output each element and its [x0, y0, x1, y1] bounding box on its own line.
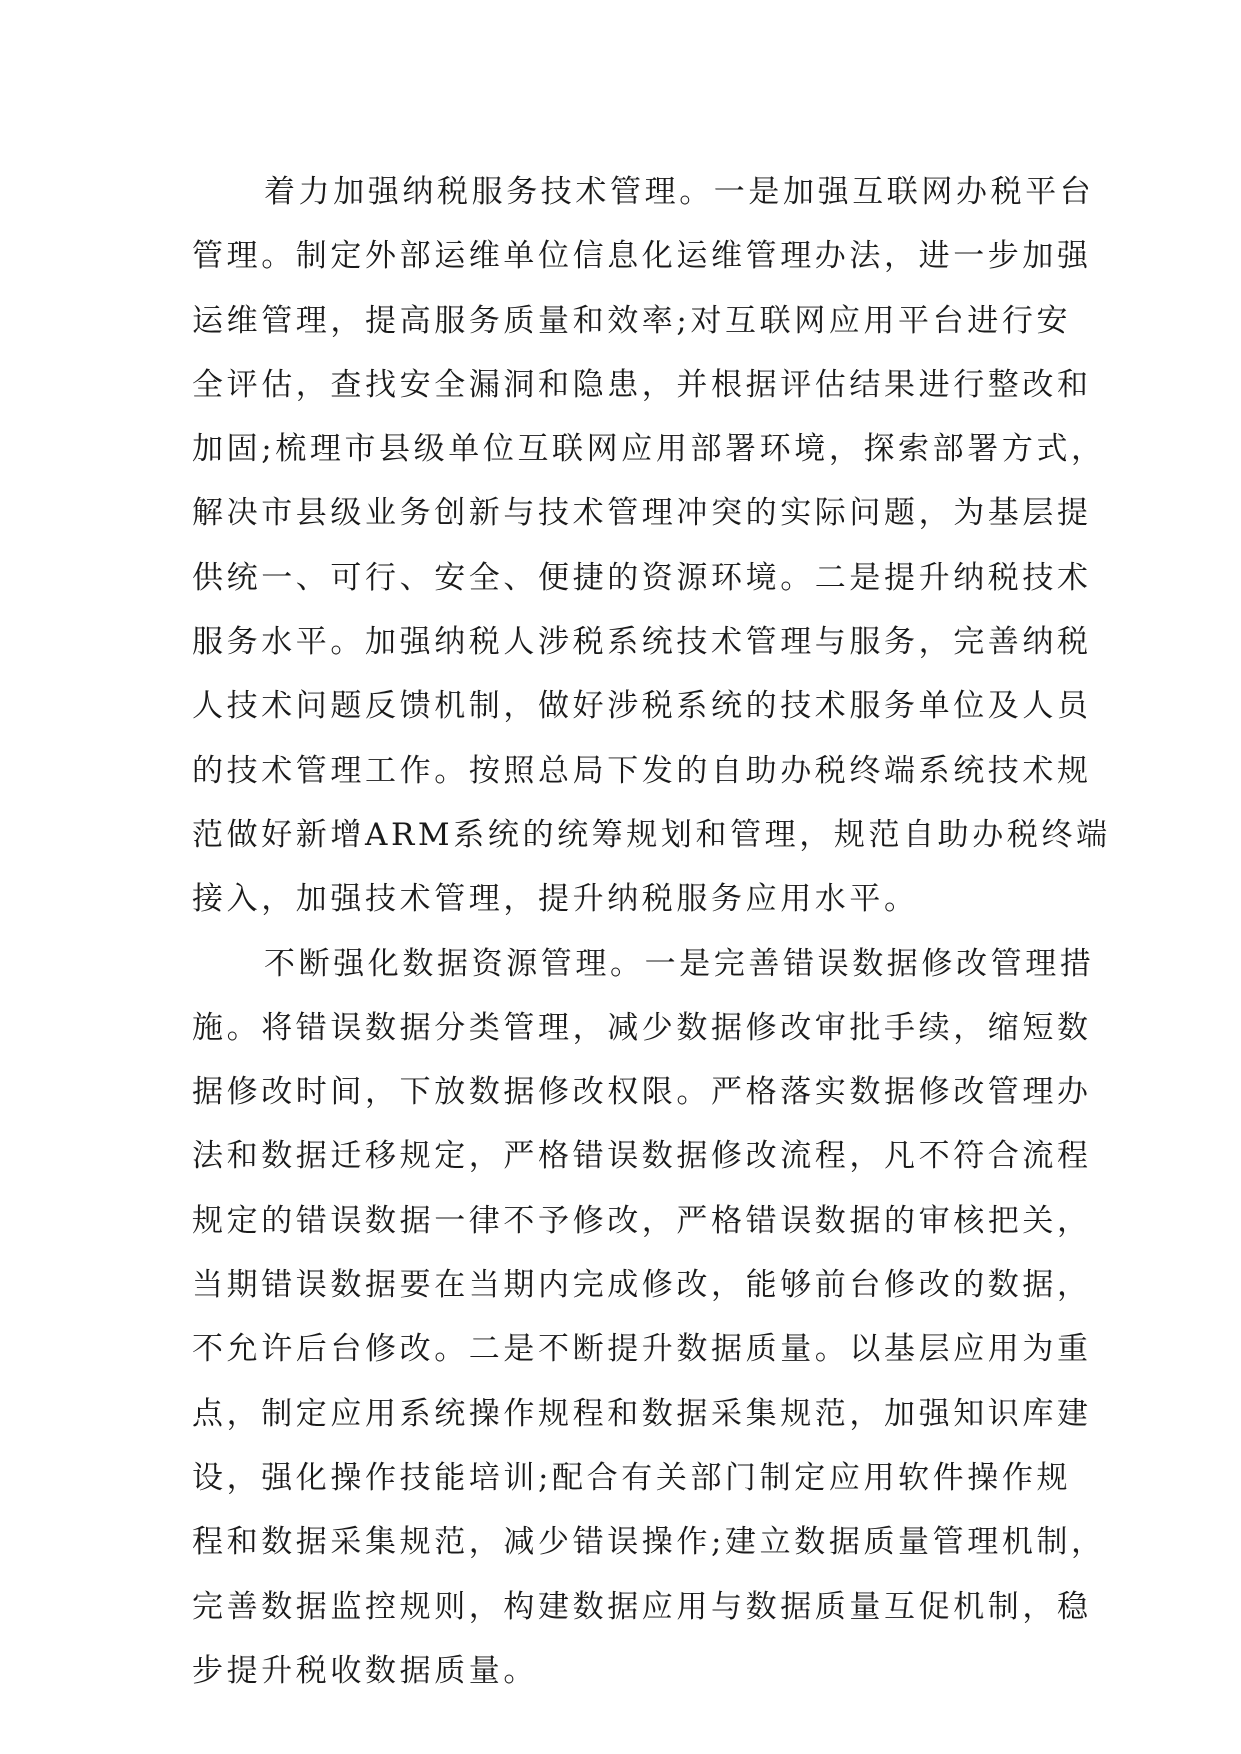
- paragraph-1-line-5: 加固;梳理市县级单位互联网应用部署环境，探索部署方式，: [192, 431, 1106, 468]
- paragraph-1-line-10: 的技术管理工作。按照总局下发的自助办税终端系统技术规: [192, 752, 1092, 789]
- paragraph-2-line-6: 当期错误数据要在当期内完成修改，能够前台修改的数据，: [192, 1267, 1092, 1304]
- paragraph-2-line-1: 不断强化数据资源管理。一是完善错误数据修改管理措: [264, 945, 1095, 982]
- paragraph-1-line-6: 解决市县级业务创新与技术管理冲突的实际问题，为基层提: [192, 495, 1092, 532]
- paragraph-1-line-4: 全评估，查找安全漏洞和隐患，并根据评估结果进行整改和: [192, 366, 1092, 403]
- paragraph-2-line-5: 规定的错误数据一律不予修改，严格错误数据的审核把关，: [192, 1202, 1092, 1239]
- paragraph-2-line-9: 设，强化操作技能培训;配合有关部门制定应用软件操作规: [192, 1459, 1072, 1496]
- paragraph-2-line-4: 法和数据迁移规定，严格错误数据修改流程，凡不符合流程: [192, 1138, 1092, 1175]
- paragraph-1-line-11: 范做好新增ARM系统的统筹规划和管理，规范自助办税终端: [192, 816, 1111, 853]
- paragraph-2-line-2: 施。将错误数据分类管理，减少数据修改审批手续，缩短数: [192, 1009, 1092, 1046]
- paragraph-1-line-12: 接入，加强技术管理，提升纳税服务应用水平。: [192, 881, 919, 918]
- paragraph-1-line-3: 运维管理，提高服务质量和效率;对互联网应用平台进行安: [192, 302, 1072, 339]
- paragraph-1-line-2: 管理。制定外部运维单位信息化运维管理办法，进一步加强: [192, 238, 1092, 275]
- paragraph-1-line-1: 着力加强纳税服务技术管理。一是加强互联网办税平台: [264, 174, 1095, 210]
- paragraph-2-line-11: 完善数据监控规则，构建数据应用与数据质量互促机制，稳: [192, 1588, 1092, 1625]
- paragraph-2-line-12: 步提升税收数据质量。: [192, 1652, 538, 1689]
- paragraph-2-line-10: 程和数据采集规范，减少错误操作;建立数据质量管理机制，: [192, 1524, 1106, 1561]
- paragraph-2-line-7: 不允许后台修改。二是不断提升数据质量。以基层应用为重: [192, 1331, 1092, 1368]
- paragraph-2-line-3: 据修改时间，下放数据修改权限。严格落实数据修改管理办: [192, 1074, 1092, 1111]
- document-body: [192, 160, 1111, 1703]
- paragraph-2-line-8: 点，制定应用系统操作规程和数据采集规范，加强知识库建: [192, 1395, 1092, 1432]
- paragraph-1-line-7: 供统一、可行、安全、便捷的资源环境。二是提升纳税技术: [192, 559, 1092, 596]
- paragraph-1-line-9: 人技术问题反馈机制，做好涉税系统的技术服务单位及人员: [192, 688, 1092, 725]
- paragraph-1-line-8: 服务水平。加强纳税人涉税系统技术管理与服务，完善纳税: [192, 624, 1092, 661]
